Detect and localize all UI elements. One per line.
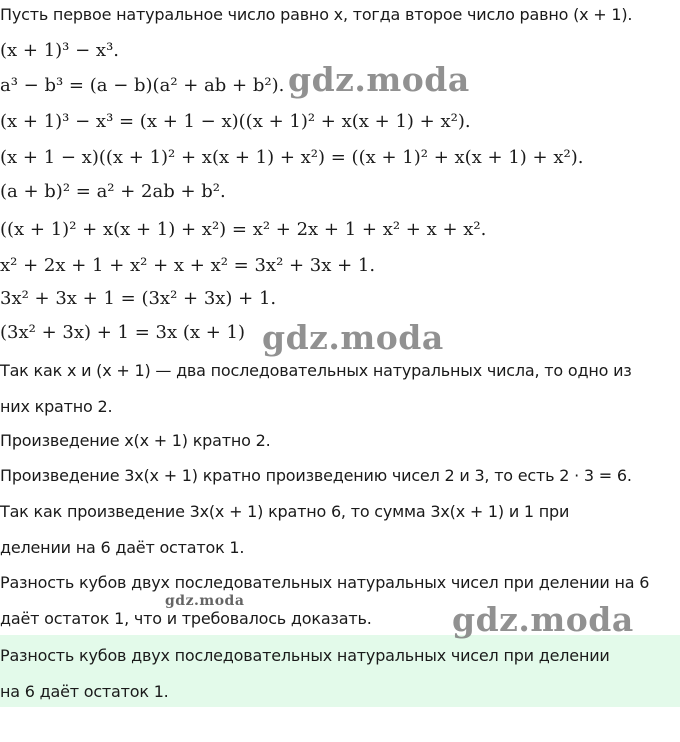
text-line: Разность кубов двух последовательных натуральных чисел при делении на 6 xyxy=(0,573,650,592)
formula-line: (x + 1)³ − x³. xyxy=(0,40,120,61)
answer-line: Разность кубов двух последовательных натуральных чисел при делении xyxy=(0,646,610,665)
watermark: gdz.moda xyxy=(262,318,444,357)
text-line: Пусть первое натуральное число равно x, тогда второе число равно (x + 1). xyxy=(0,5,633,24)
watermark: gdz.moda xyxy=(288,60,470,99)
text-line: делении на 6 даёт остаток 1. xyxy=(0,538,245,557)
formula-line: x² + 2x + 1 + x² + x + x² = 3x² + 3x + 1. xyxy=(0,255,376,276)
text-line: Произведение x(x + 1) кратно 2. xyxy=(0,431,271,450)
text-line: Так как x и (x + 1) — два последовательных натуральных числа, то одно из xyxy=(0,361,632,380)
text-line: даёт остаток 1, что и требовалось доказать. xyxy=(0,609,372,628)
text-line: них кратно 2. xyxy=(0,397,113,416)
answer-line: на 6 даёт остаток 1. xyxy=(0,682,169,701)
formula-line: a³ − b³ = (a − b)(a² + ab + b²). xyxy=(0,75,285,96)
watermark-small: gdz.moda xyxy=(165,593,245,609)
formula-line: ((x + 1)² + x(x + 1) + x²) = x² + 2x + 1 + x² + x + x². xyxy=(0,219,487,240)
watermark: gdz.moda xyxy=(452,600,634,639)
formula-line: (a + b)² = a² + 2ab + b². xyxy=(0,181,226,202)
formula-line: (x + 1)³ − x³ = (x + 1 − x)((x + 1)² + x(x + 1) + x²). xyxy=(0,111,471,132)
answer-box xyxy=(0,635,680,707)
formula-line: (x + 1 − x)((x + 1)² + x(x + 1) + x²) = ((x + 1)² + x(x + 1) + x²). xyxy=(0,147,584,168)
text-line: Произведение 3x(x + 1) кратно произведению чисел 2 и 3, то есть 2 · 3 = 6. xyxy=(0,466,632,485)
formula-line: 3x² + 3x + 1 = (3x² + 3x) + 1. xyxy=(0,288,277,309)
formula-line: (3x² + 3x) + 1 = 3x (x + 1) xyxy=(0,322,245,343)
text-line: Так как произведение 3x(x + 1) кратно 6, то сумма 3x(x + 1) и 1 при xyxy=(0,502,570,521)
